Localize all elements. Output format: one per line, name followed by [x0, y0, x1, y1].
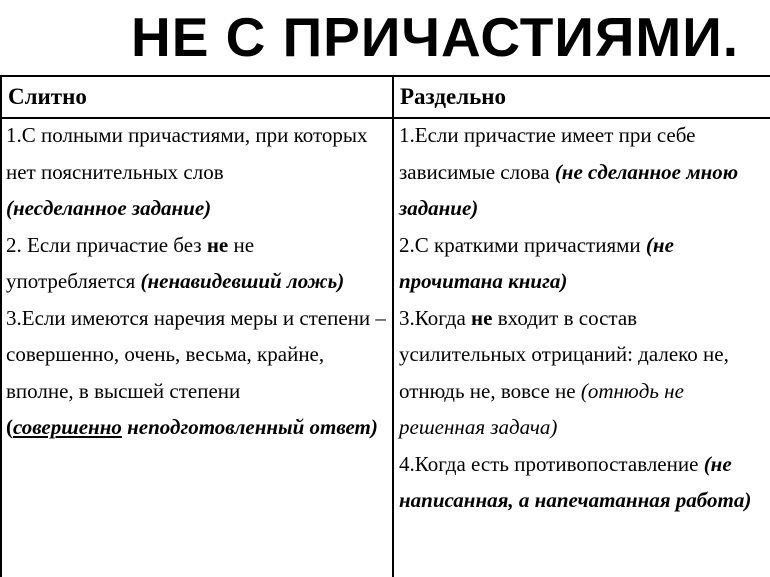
separate-rule-1-text: 1.Если причастие имеет при себе зависимые слова	[399, 123, 696, 184]
separate-rule-3-text-b: входит в состав усилительных отрицаний: далеко не, отнюдь не, вовсе не	[399, 305, 729, 403]
merged-rule-2	[6, 227, 386, 300]
header-separate: Раздельно	[400, 84, 507, 109]
separate-rules-cell	[399, 117, 765, 519]
merged-rule-2-ne: не	[206, 232, 229, 257]
separate-rule-4-text: 4.Когда есть противопоставление	[399, 451, 699, 476]
separate-rule-1-example: (не сделанное мною задание)	[399, 159, 739, 220]
merged-rule-1	[6, 117, 386, 227]
merged-rule-3-text: 3.Если имеются наречия меры и степени – совершенно, очень, весьма, крайне, вполне, в высшей степени	[6, 305, 386, 403]
merged-rule-2-text-a: 2. Если причастие без	[6, 232, 202, 257]
separate-rule-2	[399, 227, 765, 300]
separate-rule-3-text-a: 3.Когда	[399, 305, 466, 330]
merged-rule-3	[6, 300, 386, 446]
merged-rule-1-text: 1.С полными причастиями, при которых нет пояснительных слов	[6, 123, 368, 184]
merged-rule-3-example-rest: неподготовленный ответ)	[127, 415, 378, 439]
header-merged: Слитно	[8, 84, 87, 109]
merged-rule-3-example-underlined: совершенно	[13, 415, 122, 439]
separate-rule-3-ne: не	[471, 305, 493, 330]
separate-rule-1	[399, 117, 765, 227]
separate-rule-2-example: (не прочитана книга)	[399, 232, 674, 293]
separate-rule-3	[399, 300, 765, 446]
merged-rule-2-example: (ненавидевший ложь)	[140, 269, 345, 293]
column-divider	[392, 75, 394, 577]
merged-rules-cell	[6, 117, 386, 446]
separate-rule-4-example: (не написанная, а напечатанная работа)	[399, 451, 752, 512]
separate-rule-4	[399, 446, 765, 519]
merged-rule-1-example: (несделанное задание)	[6, 196, 212, 220]
separate-rule-3-example: (отнюдь не решенная задача)	[399, 378, 684, 439]
merged-rule-2-text-b: не употребляется	[6, 232, 255, 293]
merged-rule-3-example: (совершенно неподготовленный ответ)	[6, 415, 378, 439]
page-title: НЕ С ПРИЧАСТИЯМИ.	[130, 6, 740, 68]
separate-rule-2-text: 2.С краткими причастиями	[399, 232, 641, 257]
